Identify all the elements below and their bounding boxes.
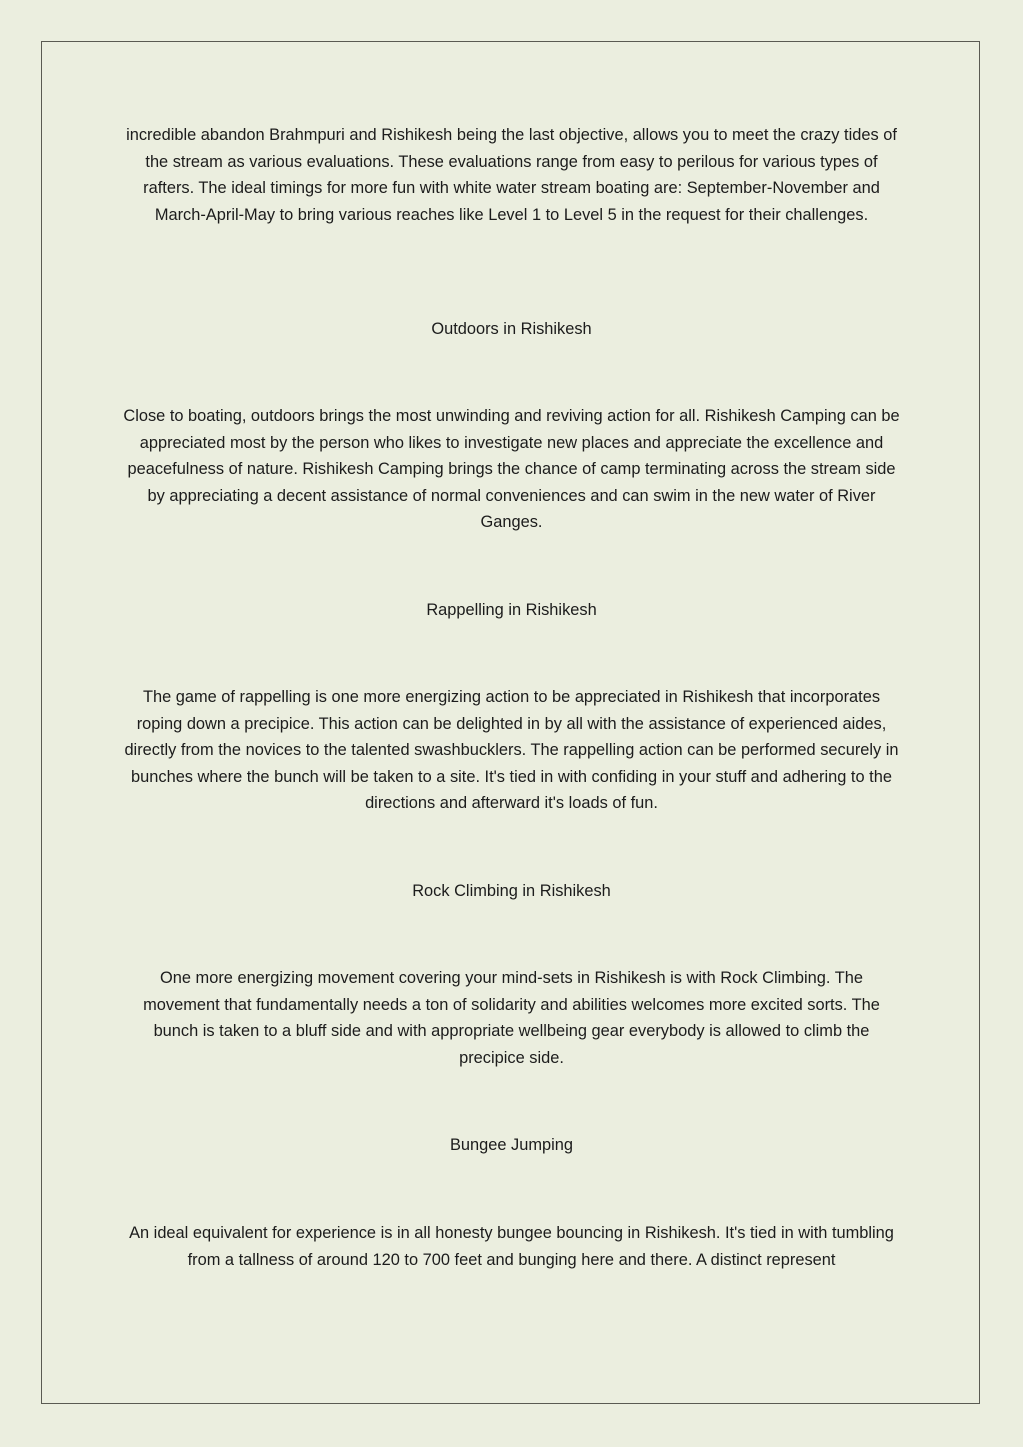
heading-outdoors: Outdoors in Rishikesh [431, 320, 592, 338]
heading-bungee: Bungee Jumping [449, 1136, 574, 1154]
paragraph-rock-climbing: One more energizing movement covering your mind-sets in Rishikesh is with Rock Climbing. The movement that fundamentally needs a ton of solidarity and abilities welcomes more excited sorts. The bunch is taken to a bluff side and with appropriate wellbeing gear everybody is allowed to climb the precipice side. [143, 969, 880, 1067]
heading-rappelling: Rappelling in Rishikesh [426, 601, 597, 619]
paragraph-rappelling: The game of rappelling is one more energizing action to be appreciated in Rishikesh that incorporates roping down a precipice. This action can be delighted in by all with the assistance of experienced aides, directly from the novices to the talented swashbucklers. The rappelling action can be performed securely in bunches where the bunch will be taken to a site. It's tied in with confiding in your stuff and adhering to the directions and afterward it's loads of fun. [124, 688, 899, 812]
paragraph-bungee: An ideal equivalent for experience is in all honesty bungee bouncing in Rishikesh. It's tied in with tumbling from a tallness of around 120 to 700 feet and bunging here and there. A distinct represent [129, 1224, 894, 1269]
paragraph-rafting: incredible abandon Brahmpuri and Rishikesh being the last objective, allows you to meet the crazy tides of the stream as various evaluations. These evaluations range from easy to perilous for various types of rafters. The ideal timings for more fun with white water stream boating are: September-November and March-April-May to bring various reaches like Level 1 to Level 5 in the request for their challenges. [126, 126, 897, 224]
heading-rock-climbing: Rock Climbing in Rishikesh [412, 882, 611, 900]
paragraph-outdoors: Close to boating, outdoors brings the most unwinding and reviving action for all. Rishikesh Camping can be appreciated most by the person who likes to investigate new places and appreciate the excellence and peacefulness of nature. Rishikesh Camping brings the chance of camp terminating across the stream side by appreciating a decent assistance of normal conveniences and can swim in the new water of River Ganges. [123, 407, 900, 531]
